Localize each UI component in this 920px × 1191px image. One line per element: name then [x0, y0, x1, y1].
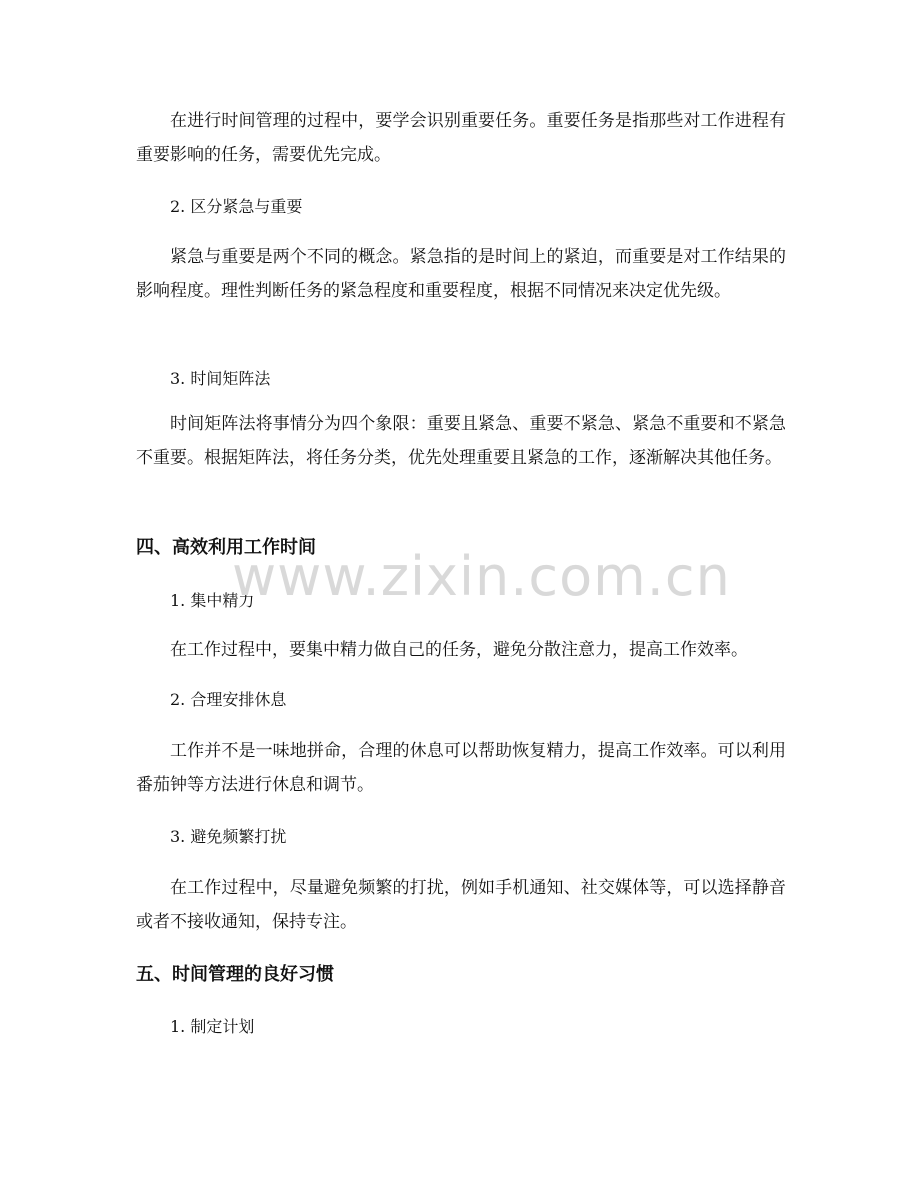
paragraph-identify-important-tasks: 在进行时间管理的过程中，要学会识别重要任务。重要任务是指那些对工作进程有重要影响的任务，需要优先完成。	[136, 111, 786, 165]
subheading-avoid-interruptions: 3. 避免频繁打扰	[170, 827, 287, 846]
subheading-time-matrix: 3. 时间矩阵法	[170, 369, 271, 388]
section-heading-efficient-use: 四、高效利用工作时间	[136, 537, 316, 558]
paragraph-time-matrix: 时间矩阵法将事情分为四个象限：重要且紧急、重要不紧急、紧急不重要和不紧急不重要。根据矩阵法，将任务分类，优先处理重要且紧急的工作，逐渐解决其他任务。	[136, 414, 786, 468]
subheading-focus: 1. 集中精力	[170, 591, 255, 610]
watermark: www.zixin.com.cn	[232, 545, 731, 608]
paragraph-focus: 在工作过程中，要集中精力做自己的任务，避免分散注意力，提高工作效率。	[170, 640, 748, 660]
subheading-rest: 2. 合理安排休息	[170, 690, 287, 709]
subheading-urgent-vs-important: 2. 区分紧急与重要	[170, 197, 303, 216]
paragraph-urgent-vs-important: 紧急与重要是两个不同的概念。紧急指的是时间上的紧迫，而重要是对工作结果的影响程度。理性判断任务的紧急程度和重要程度，根据不同情况来决定优先级。	[136, 247, 786, 301]
section-heading-good-habits: 五、时间管理的良好习惯	[136, 964, 334, 985]
subheading-make-plan: 1. 制定计划	[170, 1017, 255, 1036]
paragraph-rest: 工作并不是一味地拼命，合理的休息可以帮助恢复精力，提高工作效率。可以利用番茄钟等方法进行休息和调节。	[136, 741, 786, 795]
paragraph-avoid-interruptions: 在工作过程中，尽量避免频繁的打扰，例如手机通知、社交媒体等，可以选择静音或者不接收通知，保持专注。	[136, 878, 786, 932]
